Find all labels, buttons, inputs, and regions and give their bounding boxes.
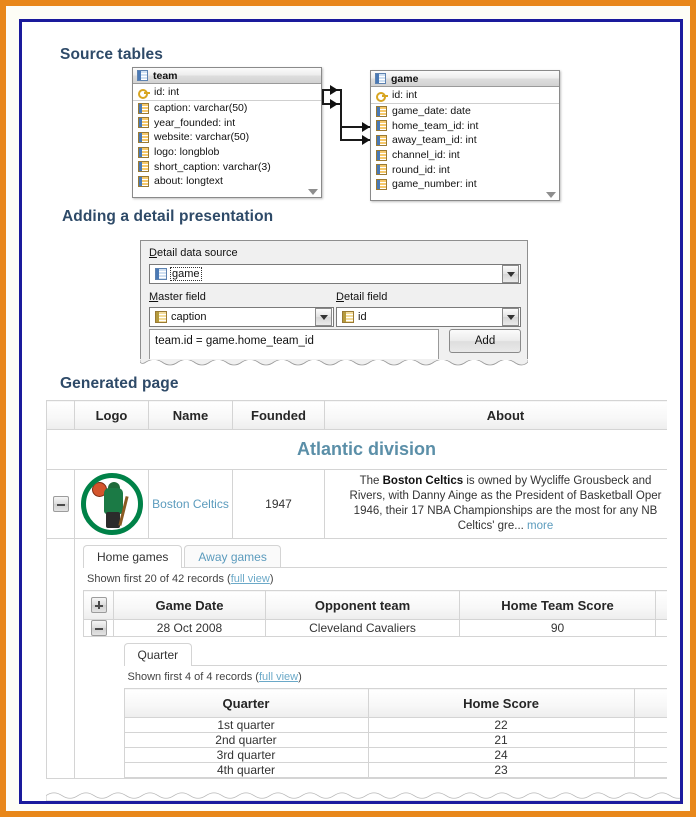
er-field-row[interactable] — [133, 116, 321, 131]
about-line-2: Rivers, with Danny Ainge as the President of Basketball Oper — [349, 490, 662, 502]
team-row — [47, 470, 681, 539]
column-icon — [138, 132, 149, 143]
er-field-label: caption: varchar(50) — [154, 102, 248, 115]
about-bold-team: Boston Celtics — [382, 475, 464, 487]
quarter-detail-cell — [114, 637, 681, 779]
detail-field-label: Detail field — [336, 291, 388, 303]
game-opponent-cell: Cleveland Cavaliers — [266, 620, 460, 637]
er-field-label: about: longtext — [154, 175, 223, 188]
arrow-icon — [330, 85, 338, 95]
generated-page — [46, 400, 680, 779]
er-field-row[interactable] — [371, 104, 559, 119]
col-about[interactable]: About — [325, 401, 681, 430]
quarter-score-cell: 22 — [368, 718, 634, 733]
er-field-row[interactable] — [133, 130, 321, 145]
team-name-link[interactable]: Boston Celtics — [152, 497, 229, 511]
quarter-label-cell: 4th quarter — [124, 763, 368, 778]
column-icon — [376, 179, 387, 190]
scroll-down-icon[interactable] — [308, 189, 318, 195]
arrow-icon — [362, 135, 370, 145]
er-table-team-header — [133, 68, 321, 84]
game-score-cell: 90 — [460, 620, 656, 637]
er-field-label: website: varchar(50) — [154, 131, 250, 144]
expand-all-button[interactable] — [91, 597, 107, 613]
column-icon — [376, 164, 387, 175]
table-icon — [375, 73, 386, 84]
games-record-count — [83, 568, 680, 590]
torn-edge — [140, 359, 528, 368]
er-field-label: year_founded: int — [154, 116, 236, 129]
detail-data-source-label: Detail data source — [149, 247, 238, 259]
er-field-label: home_team_id: int — [392, 119, 479, 132]
quarter-label-cell: 1st quarter — [124, 718, 368, 733]
games-shown-text: Shown first 20 of 42 records ( — [87, 573, 231, 585]
arrow-icon — [362, 122, 370, 132]
chevron-down-icon[interactable] — [502, 265, 519, 283]
chevron-down-icon[interactable] — [502, 308, 519, 326]
game-collapse-cell[interactable] — [84, 620, 114, 637]
adding-detail-title: Adding a detail presentation — [62, 208, 274, 225]
game-date-cell: 28 Oct 2008 — [114, 620, 266, 637]
quarter-score-cell: 23 — [368, 763, 634, 778]
er-table-game[interactable] — [370, 70, 560, 201]
er-field-row[interactable] — [133, 159, 321, 174]
er-field-row[interactable] — [133, 101, 321, 116]
er-field-row[interactable] — [371, 148, 559, 163]
quarter-row — [124, 748, 680, 763]
quarter-row — [124, 718, 680, 733]
quarter-record-count — [124, 666, 681, 688]
er-field-label: game_number: int — [392, 178, 477, 191]
column-icon — [138, 161, 149, 172]
collapse-row-button[interactable] — [53, 496, 69, 512]
detail-data-source-value: game — [172, 268, 200, 280]
team-logo-cell — [75, 470, 149, 539]
col-quarter[interactable]: Quarter — [124, 689, 368, 718]
page-clip-mask — [667, 392, 680, 801]
master-field-value: caption — [171, 311, 207, 323]
games-full-view-link[interactable]: full view — [230, 573, 270, 585]
detail-gutter-cell — [47, 539, 75, 779]
er-field-row[interactable] — [371, 133, 559, 148]
er-field-row[interactable] — [371, 162, 559, 177]
quarter-row — [124, 733, 680, 748]
games-expand-all-cell[interactable] — [84, 591, 114, 620]
er-field-label: id: int — [392, 89, 418, 101]
team-about-cell — [325, 470, 681, 539]
tab-away-games[interactable]: Away games — [184, 545, 280, 567]
about-line-3: 1946, their 17 NBA Championships are the most for any NB — [353, 505, 658, 517]
detail-presentation-panel — [140, 240, 528, 362]
arrow-icon — [330, 99, 338, 109]
celtics-logo-icon — [81, 473, 143, 535]
quarter-gutter-cell — [84, 637, 114, 779]
about-line-4: Celtics' gre... — [457, 520, 524, 532]
division-header: Atlantic division — [47, 430, 681, 470]
about-line-1-post: is owned by Wycliffe Grousbeck and — [463, 475, 652, 487]
row-collapse-cell[interactable] — [47, 470, 75, 539]
about-line-1-pre: The — [359, 475, 383, 487]
er-field-row[interactable] — [133, 145, 321, 160]
column-icon — [376, 106, 387, 117]
detail-data-source-combo[interactable] — [149, 264, 521, 284]
column-icon — [138, 103, 149, 114]
er-field-label: logo: longblob — [154, 146, 220, 159]
master-field-combo[interactable] — [149, 307, 334, 327]
games-header-row — [84, 591, 681, 620]
games-tabs — [83, 545, 680, 568]
teams-table — [46, 400, 680, 779]
column-icon — [376, 120, 387, 131]
add-button[interactable]: Add — [449, 329, 521, 353]
games-shown-close: ) — [269, 573, 274, 585]
er-field-label: id: int — [154, 86, 180, 98]
er-field-row[interactable] — [133, 174, 321, 189]
column-icon — [138, 176, 149, 187]
col-name[interactable]: Name — [149, 401, 233, 430]
col-founded[interactable]: Founded — [233, 401, 325, 430]
er-field-label: game_date: date — [392, 105, 471, 118]
table-icon — [155, 268, 167, 280]
er-field-row[interactable] — [371, 177, 559, 192]
quarter-shown-text: Shown first 4 of 4 records ( — [127, 671, 259, 683]
about-more-link[interactable]: more — [527, 520, 554, 532]
join-expression-field[interactable]: team.id = game.home_team_id — [149, 329, 439, 359]
key-column-icon — [342, 311, 354, 323]
er-table-team[interactable] — [132, 67, 322, 198]
detail-container-row — [47, 539, 681, 779]
quarters-table — [124, 688, 681, 778]
col-logo[interactable]: Logo — [75, 401, 149, 430]
detail-field-value: id — [358, 311, 367, 323]
primary-key-icon — [376, 90, 388, 101]
quarter-full-view-link[interactable]: full view — [258, 671, 299, 683]
game-row — [84, 620, 681, 637]
page-canvas — [22, 22, 680, 801]
tab-quarter[interactable]: Quarter — [124, 643, 193, 666]
col-game-date[interactable]: Game Date — [114, 591, 266, 620]
page-torn-bottom-edge — [46, 792, 680, 801]
team-founded-cell: 1947 — [233, 470, 325, 539]
er-table-game-header — [371, 71, 559, 87]
column-icon — [138, 147, 149, 158]
er-field-row[interactable] — [371, 119, 559, 134]
team-name-cell[interactable] — [149, 470, 233, 539]
column-icon — [155, 311, 167, 323]
scroll-down-icon[interactable] — [546, 192, 556, 198]
er-field-label: round_id: int — [392, 163, 450, 176]
er-table-team-name: team — [153, 69, 178, 82]
col-opponent-team[interactable]: Opponent team — [266, 591, 460, 620]
quarter-score-cell: 21 — [368, 733, 634, 748]
quarter-shown-close: ) — [298, 671, 302, 683]
quarter-label-cell: 3rd quarter — [124, 748, 368, 763]
quarter-score-cell: 24 — [368, 748, 634, 763]
generated-page-title: Generated page — [60, 375, 179, 392]
column-icon — [376, 150, 387, 161]
games-detail-cell — [75, 539, 681, 779]
quarter-container-row — [84, 637, 681, 779]
source-tables-title: Source tables — [60, 46, 163, 63]
quarter-label-cell: 2nd quarter — [124, 733, 368, 748]
er-field-label: away_team_id: int — [392, 134, 477, 147]
tab-home-games[interactable]: Home games — [83, 545, 182, 568]
col-home-team-score[interactable]: Home Team Score — [460, 591, 656, 620]
games-table — [83, 590, 680, 778]
er-field-pk[interactable] — [133, 84, 321, 101]
quarter-row — [124, 763, 680, 778]
collapse-game-button[interactable] — [91, 620, 107, 636]
page-inner-frame — [19, 19, 683, 804]
primary-key-icon — [138, 87, 150, 98]
er-field-label: channel_id: int — [392, 149, 460, 162]
table-icon — [137, 70, 148, 81]
col-expander — [47, 401, 75, 430]
quarter-tabs — [124, 643, 681, 666]
er-table-game-name: game — [391, 72, 419, 85]
quarters-header-row — [124, 689, 680, 718]
division-header-row — [47, 430, 681, 470]
master-field-label: Master field — [149, 291, 206, 303]
teams-table-header-row — [47, 401, 681, 430]
detail-field-combo[interactable] — [336, 307, 521, 327]
column-icon — [376, 135, 387, 146]
er-field-label: short_caption: varchar(3) — [154, 160, 271, 173]
chevron-down-icon[interactable] — [315, 308, 332, 326]
er-field-pk[interactable] — [371, 87, 559, 104]
col-home-score[interactable]: Home Score — [368, 689, 634, 718]
column-icon — [138, 117, 149, 128]
